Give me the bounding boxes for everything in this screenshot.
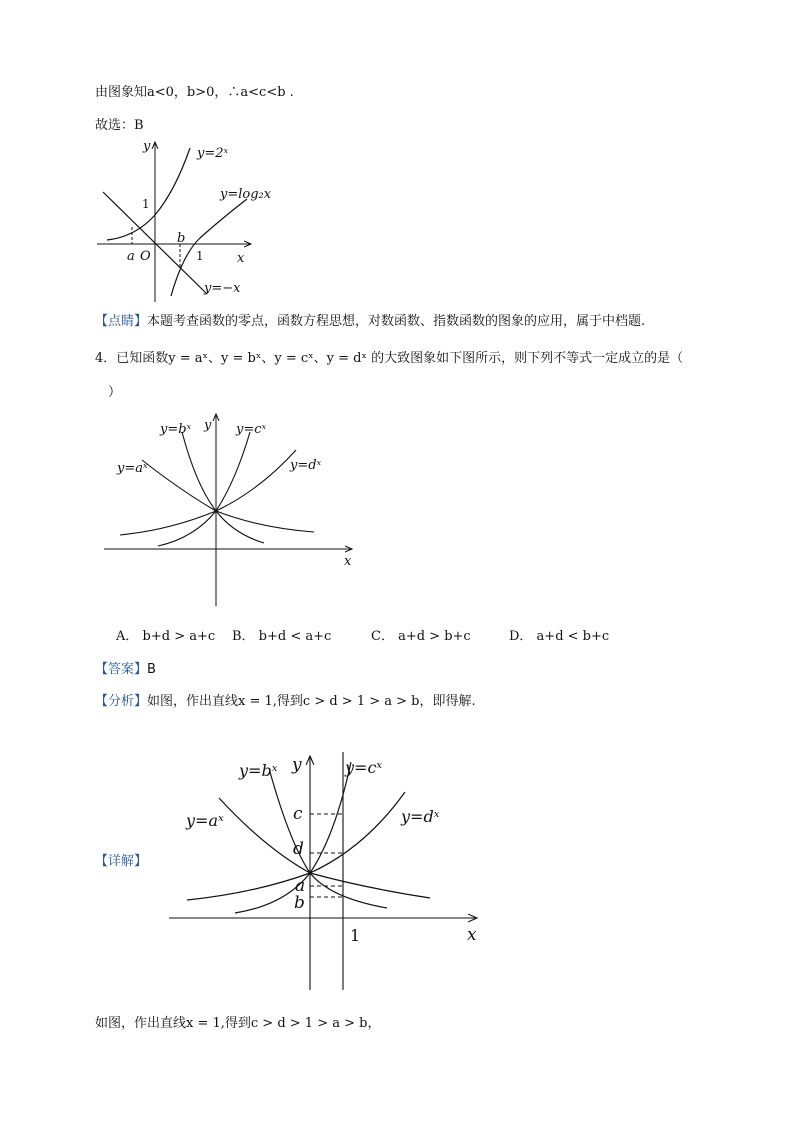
analysis-text: 如图，作出直线x = 1,得到c > d > 1 > a > b，即得解. xyxy=(147,694,476,709)
label-b: y=bˣ xyxy=(160,422,192,437)
option-a-text: A． b+d > a+c xyxy=(116,629,216,644)
option-b-text: B． b+d < a+c xyxy=(232,629,332,644)
mark-b: b xyxy=(294,893,305,913)
label-d: y=dˣ xyxy=(290,458,322,473)
curve-b xyxy=(182,432,264,543)
question-4-close xyxy=(108,384,121,402)
question-4-close-paren: ） xyxy=(108,385,122,400)
statement-text: 由图象知a<0，b>0，∴a<c<b . xyxy=(95,85,294,100)
option-a[interactable] xyxy=(116,628,215,646)
mark-1-x: 1 xyxy=(196,249,204,263)
detail-tag: 【详解】 xyxy=(95,854,148,869)
y-label: y xyxy=(292,755,302,775)
answer-tag: 【答案】 xyxy=(95,662,148,677)
label-d: y=dˣ xyxy=(401,807,440,826)
question-4 xyxy=(95,350,683,368)
y-label: y xyxy=(143,139,151,154)
label-b: y=bˣ xyxy=(239,761,278,780)
comment-text: 本题考查函数的零点，函数方程思想，对数函数、指数函数的图象的应用，属于中档题. xyxy=(147,314,646,329)
curve-c xyxy=(235,762,351,913)
option-b[interactable] xyxy=(232,628,331,646)
curve-exp xyxy=(107,148,190,240)
statement-line xyxy=(95,84,294,102)
option-c[interactable] xyxy=(371,628,471,646)
comment-tag: 【点睛】 xyxy=(95,314,148,329)
option-c-text: C． a+d > b+c xyxy=(371,629,471,644)
final-text: 如图，作出直线x = 1,得到c > d > 1 > a > b， xyxy=(95,1016,381,1031)
curve-a xyxy=(142,460,314,532)
choice-text: 故选：B xyxy=(95,118,144,133)
x-label: x xyxy=(467,925,477,945)
curve-c xyxy=(158,432,250,546)
mark-1-y: 1 xyxy=(142,197,150,211)
y-label: y xyxy=(204,418,212,433)
graph-2 xyxy=(100,410,370,610)
mark-a: a xyxy=(127,249,135,264)
x-label: x xyxy=(344,554,352,569)
comment-line xyxy=(95,313,645,331)
label-c: y=cˣ xyxy=(345,758,383,777)
label-neg: y=−x xyxy=(204,281,241,296)
mark-d: d xyxy=(293,839,304,859)
mark-a: a xyxy=(295,876,306,896)
graph-3 xyxy=(165,748,485,998)
label-log: y=log₂x xyxy=(220,187,272,202)
mark-b: b xyxy=(177,231,186,246)
label-a: y=aˣ xyxy=(186,811,224,830)
answer-value: B xyxy=(147,662,156,677)
final-line xyxy=(95,1015,380,1033)
graph-1 xyxy=(95,136,295,306)
x-label: x xyxy=(237,251,245,266)
label-c: y=cˣ xyxy=(236,422,267,437)
option-d[interactable] xyxy=(509,628,609,646)
origin: O xyxy=(140,249,151,264)
analysis-line xyxy=(95,693,476,711)
answer-line xyxy=(95,661,156,679)
analysis-tag: 【分析】 xyxy=(95,694,148,709)
mark-c: c xyxy=(293,804,303,824)
label-exp: y=2ˣ xyxy=(197,146,229,161)
choice-line xyxy=(95,117,144,135)
label-a: y=aˣ xyxy=(117,461,148,476)
mark-1: 1 xyxy=(350,926,361,945)
question-4-text: 4．已知函数y = aˣ、y = bˣ、y = cˣ、y = dˣ 的大致图象如下图所示，则下列不等式一定成立的是（ xyxy=(95,351,684,366)
detail-line xyxy=(95,853,147,871)
option-d-text: D． a+d < b+c xyxy=(509,629,610,644)
